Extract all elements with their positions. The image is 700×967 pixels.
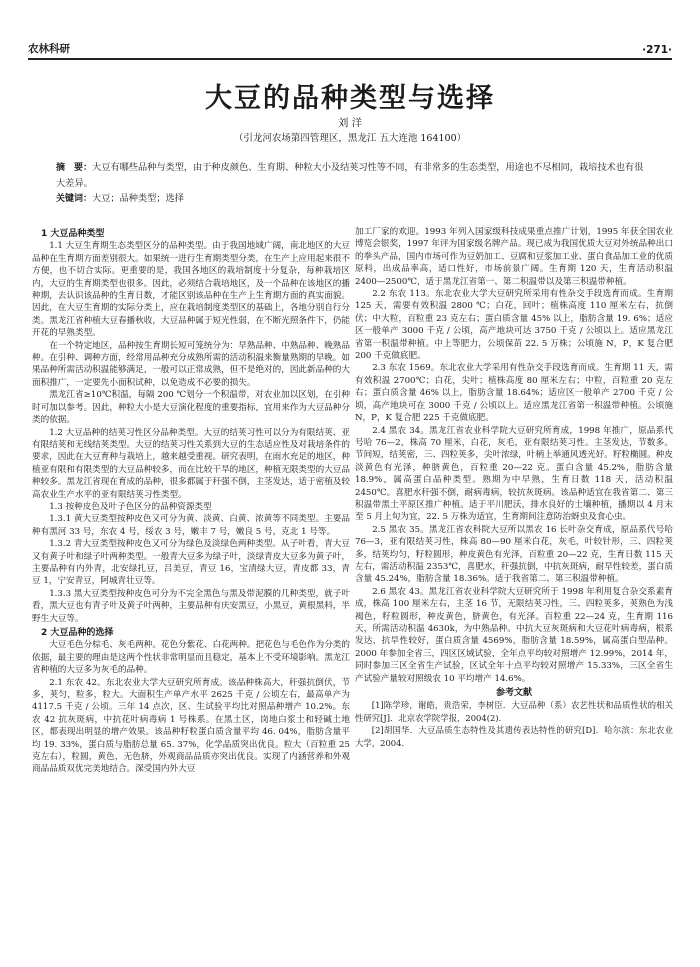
right-column (355, 226, 673, 749)
paragraph: 1.3.1 黄大豆类型按种皮色又可分为黄、淡黄、白黄、浓黄等不同类型。主要品种有黑河 33 号，东农 4 号，绥农 3 号，嫩丰 7 号，嫩良 5 号，克北 1 号等。 (32, 514, 350, 537)
paragraph: 1.2 大豆品种的结荚习性区分品种类型。大豆的结荚习性可以分为有限结荚、亚有限结荚和无线结荚类型。大豆的结荚习性关系到大豆的生态适应性及对栽培条件的要求，因此在大豆育种与栽培上，越来越受重视。研究表明，在雨水充足的地区，种植亚有限和有限类型的大豆品种较多，而在比较干旱的地区，种植无限类型的大豆品种较多。黑龙江省现在育成的品种，很多都属于秆强不倒，主茎发达，适于密植及较高农业生产水平的亚有限结荚习性类型。 (32, 427, 350, 500)
subheading: 1.3 按种皮色及叶子色区分的品种资源类型 (49, 501, 212, 512)
abstract (56, 160, 644, 207)
affiliation: （引龙河农场第四管理区，黑龙江 五大连池 164100） (233, 133, 467, 144)
article-title: 大豆的品种类型与选择 (205, 83, 495, 114)
left-column (32, 226, 350, 776)
section-heading-1: 1 大豆品种类型 (41, 229, 105, 239)
abstract-text: 大豆有哪些品种与类型，由于种皮颜色、生育期、种粒大小及结荚习性等不同，有非常多的生态类型，用途也不尽相同，栽培技术也有很大差异。 (56, 162, 644, 189)
paragraph: 1.1 大豆生育期生态类型区分的品种类型。由于我国地域广阔，南北地区的大豆品种在生育期方面差别很大。如果统一进行生育期类型分类，在生产上应用起来很不方便，也不切合实际。更重要的是，我国各地区的栽培制度十分复杂，每种栽培区内，大豆的生育期类型也很多。因此，必须结合栽培地区，及一个品种在该地区的播种期，去认识该品种的生育日数，才能区别该品种在生产上生育期方面的真实面貌。因此，在大豆生育期的实际分类上，应在栽培制度类型区的基础上，各地分别自行分类。黑龙江省种植大豆春播秋收，大豆品种属于短光性弱，在不断光照条件下，仍能开花的早熟类型。 (32, 241, 350, 339)
paragraph: 2.6 黑农 43。黑龙江省农业科学院大豆研究所于 1998 年利用复合杂交系素育成，株高 100 厘米左右，主茎 16 节，无限结荚习性，三、四粒荚多，荚熟色为浅褐色，籽粒圆形，种皮黄色，脐黄色，有光泽。百粒重 22—24 克，生育期 116 天，所需活动积温 4630k，为中熟品种。中抗大豆灰斑病和大豆花叶病毒病，根系发达，抗旱性较好，蛋白质含量 4569%，脂肪含量 18.59%，属高蛋白型品种。2000 年参加全省三，四区区域试验，全年点平均较对照增产 12.99%，2014 年，同时参加三区全省生产试验，区试全年十点平均较对照增产 15.33%，三区全省生产试验产量较对照级农 10 平均增产 14.6%。 (355, 586, 673, 684)
running-header (28, 38, 672, 60)
keywords-text: 大豆；品种类型；选择 (92, 193, 184, 204)
section-heading-2: 2 大豆品种的选择 (41, 628, 114, 638)
author: 刘 洋 (337, 117, 363, 129)
references-heading: 参考文献 (495, 688, 532, 699)
paragraph-continued: 加工厂家的欢迎。1993 年列入国家级科技成果重点推广计划，1995 年获全国农业博览会银奖，1997 年评为国家级名牌产品。现已成为我国优质大豆对外统品种出口的拳头产品，国内市场可作为豆奶加工、豆腐和豆浆加工业、蛋白食品加工业的优质原料，出成品率高，适口性好，市场前景广阔。生育期 120 天，生育活动积温 2400—2500℃，适于黑龙江省第一、第二积温带以及第三积温带种植。 (355, 227, 673, 287)
abstract-label: 摘 要： (56, 163, 93, 173)
paragraph: 在一个特定地区，品种按生育期长短可笼统分为：早熟品种、中熟品种、晚熟品种。在引种、调种方面，经常用品种充分成熟所需的活动积温来衡量熟期的早晚。如果品种所需活动积温能够满足，一般可以正常成熟，但不是绝对的，因此新品种的大面积推广，一定要先小面积试种，以免造成不必要的损失。 (32, 340, 350, 388)
paragraph: 1.3.3 黑大豆类型按种皮色可分为不完全黑色与黑及带泥膜的几种类型，就子叶看，黑大豆也有青子叶及黄子叶两种，主要品种有庆安黑豆，小黑豆，黄根黑料，半野生大豆等。 (32, 588, 350, 624)
paragraph: 2.1 东农 42。东北农业大学大豆研究所育成。该品种株高大，秆强抗倒伏，节多，荚匀，粒多，粒大。大面积生产单产水平 2625 千克 / 公顷左右，最高单产为 4117.5 千克 / 公顷。三年 14 点次，区、生试验平均比对照品种增产 10.2%。东农 42 抗灰斑病，中抗花叶病毒病 1 号株系。在黑土区，岗地白浆土和轻碱土地区，都表现出明显的增产效果。该品种籽粒蛋白质含量平均 46. 04%，脂肪含量平均 19. 33%，蛋白质与脂肪总量 65. 37%，化学品质突出优良。粒大（百粒重 25 克左右），粒圆，黄色，无色脐，外观商品品质亦突出优良。实现了内涵营养和外观商品品质双优完美地结合。深受国内外大豆 (32, 677, 350, 775)
journal-name: 农林科研 (28, 43, 70, 55)
page-number: ·271· (642, 44, 672, 56)
reference-item: [2]胡国华．大豆品质生态特性及其遗传表达特性的研究[D]．哈尔滨：东北农业大学，2004． (355, 725, 673, 748)
paragraph: 2.3 东农 1569。东北农业大学采用有性杂交手段选育而成。生育期 11 天，需有效积温 2700℃；白花，尖叶；植株高度 80 厘米左右；中粒，百粒重 20 克左右；蛋白质含量 46% 以上，脂肪含量 18.64%；适应区一般单产 2700 千克 / 公顷，高产地块可在 3000 千克 / 公顷以上。适应黑龙江省第一积温带种植。公顷施 N，P，K 复合肥 225 千克做底肥。 (355, 363, 673, 424)
paragraph: 1.3.2 青大豆类型按种皮色又可分为绿色及淡绿色两种类型。从子叶看，青大豆又有黄子叶和绿子叶两种类型。一般青大豆多为绿子叶，淡绿青皮大豆多为黄子叶，主要品种有内外青，北安绿扎豆，吕美豆，青豆 16，宝清绿大豆，青皮都 33，青豆 1，宁安青豆，阿城青壮豆等。 (32, 539, 350, 587)
paragraph: 2.2 东农 113。东北农业大学大豆研究所采用有性杂交手段选育而成。生育期 125 天，需要有效积温 2800 ℃；白花，回叶；植株高度 110 厘米左右，抗倒伏；中大粒，百粒重 23 克左右；蛋白质含量 45% 以上，脂肪含量 19. 6%；适应区一般单产 3000 千克 / 公顷，高产地块可达 3750 千克 / 公顷以上。适应黑龙江省第一积温带种植。中上等肥力，公顷保苗 22. 5 万株；公顷施 N，P，K 复合肥 200 千克做底肥。 (355, 289, 673, 362)
reference-item: [1]陈学珍，谢皓，贵浩荣，李树臣．大豆品种（系）农艺性状和品质性状的相关性研究[J]．北京农学院学报，2004(2)． (355, 700, 673, 723)
paragraph: 黑龙江省≥10℃积温，每隔 200 ℃划分一个积温带，对农业加以区划，在引种时可加以参考。因此，种粒大小是大豆演化程度的重要指标，宜用来作为大豆品种分类的依据。 (32, 390, 350, 426)
paragraph: 2.4 黑农 34。黑龙江省农业科学院大豆研究所育成，1998 年推广，原品系代号哈 76—2，株高 70 厘米，白花，灰毛，亚有限结荚习性。主茎发达，节数多。节间短，结荚密，三、四粒荚多，尖叶浓绿，叶柄上举通风透光好。籽粒椭圆。种皮淡黄色有光泽，种脐黄色，百粒重 20—22 克。蛋白含量 45.2%，脂肪含量 18.9%，属高蛋白品种类型。熟期为中早熟，生育日数 118 天，活动积温 2450℃。喜肥水秆强不倒，耐病毒病，较抗灰斑病。该品种适宜在我省第二、第三积温带黑土平原区推广种植。适于平川肥沃，排水良好的土壤种植，播期以 4 月末至 5 月上旬为宜，22. 5 万株为适宜，生育期间注意防治蚜虫及食心虫。 (355, 425, 673, 523)
abstract-body (56, 160, 644, 191)
keywords (56, 191, 644, 207)
paragraph: 大豆毛色分棕毛、灰毛两种。花色分紫花、白花两种。把花色与毛色作为分类的依据，最主要的理由是这两个性状非常明显而且稳定，基本上不受环境影响。黑龙江省种植的大豆多为灰毛的品种。 (32, 640, 350, 676)
keywords-label: 关键词： (56, 194, 93, 204)
paragraph: 2.5 黑农 35。黑龙江省农科院大豆所以黑农 16 长叶杂交育成，原品系代号哈 76—3，亚有限结荚习性，株高 80—90 厘米白花，灰毛，叶较针形，三、四粒荚多，结荚均匀，籽粒圆形，种皮黄色有光泽，百粒重 20—22 克，生育日数 115 天左右，需活动积温 2353℃，喜肥水，秆强抗倒，中抗灰斑病，耐早性较差，蛋白质含量 45.24%，脂肪含量 18.36%。适于我省第二、第三积温带种植。 (355, 524, 673, 585)
